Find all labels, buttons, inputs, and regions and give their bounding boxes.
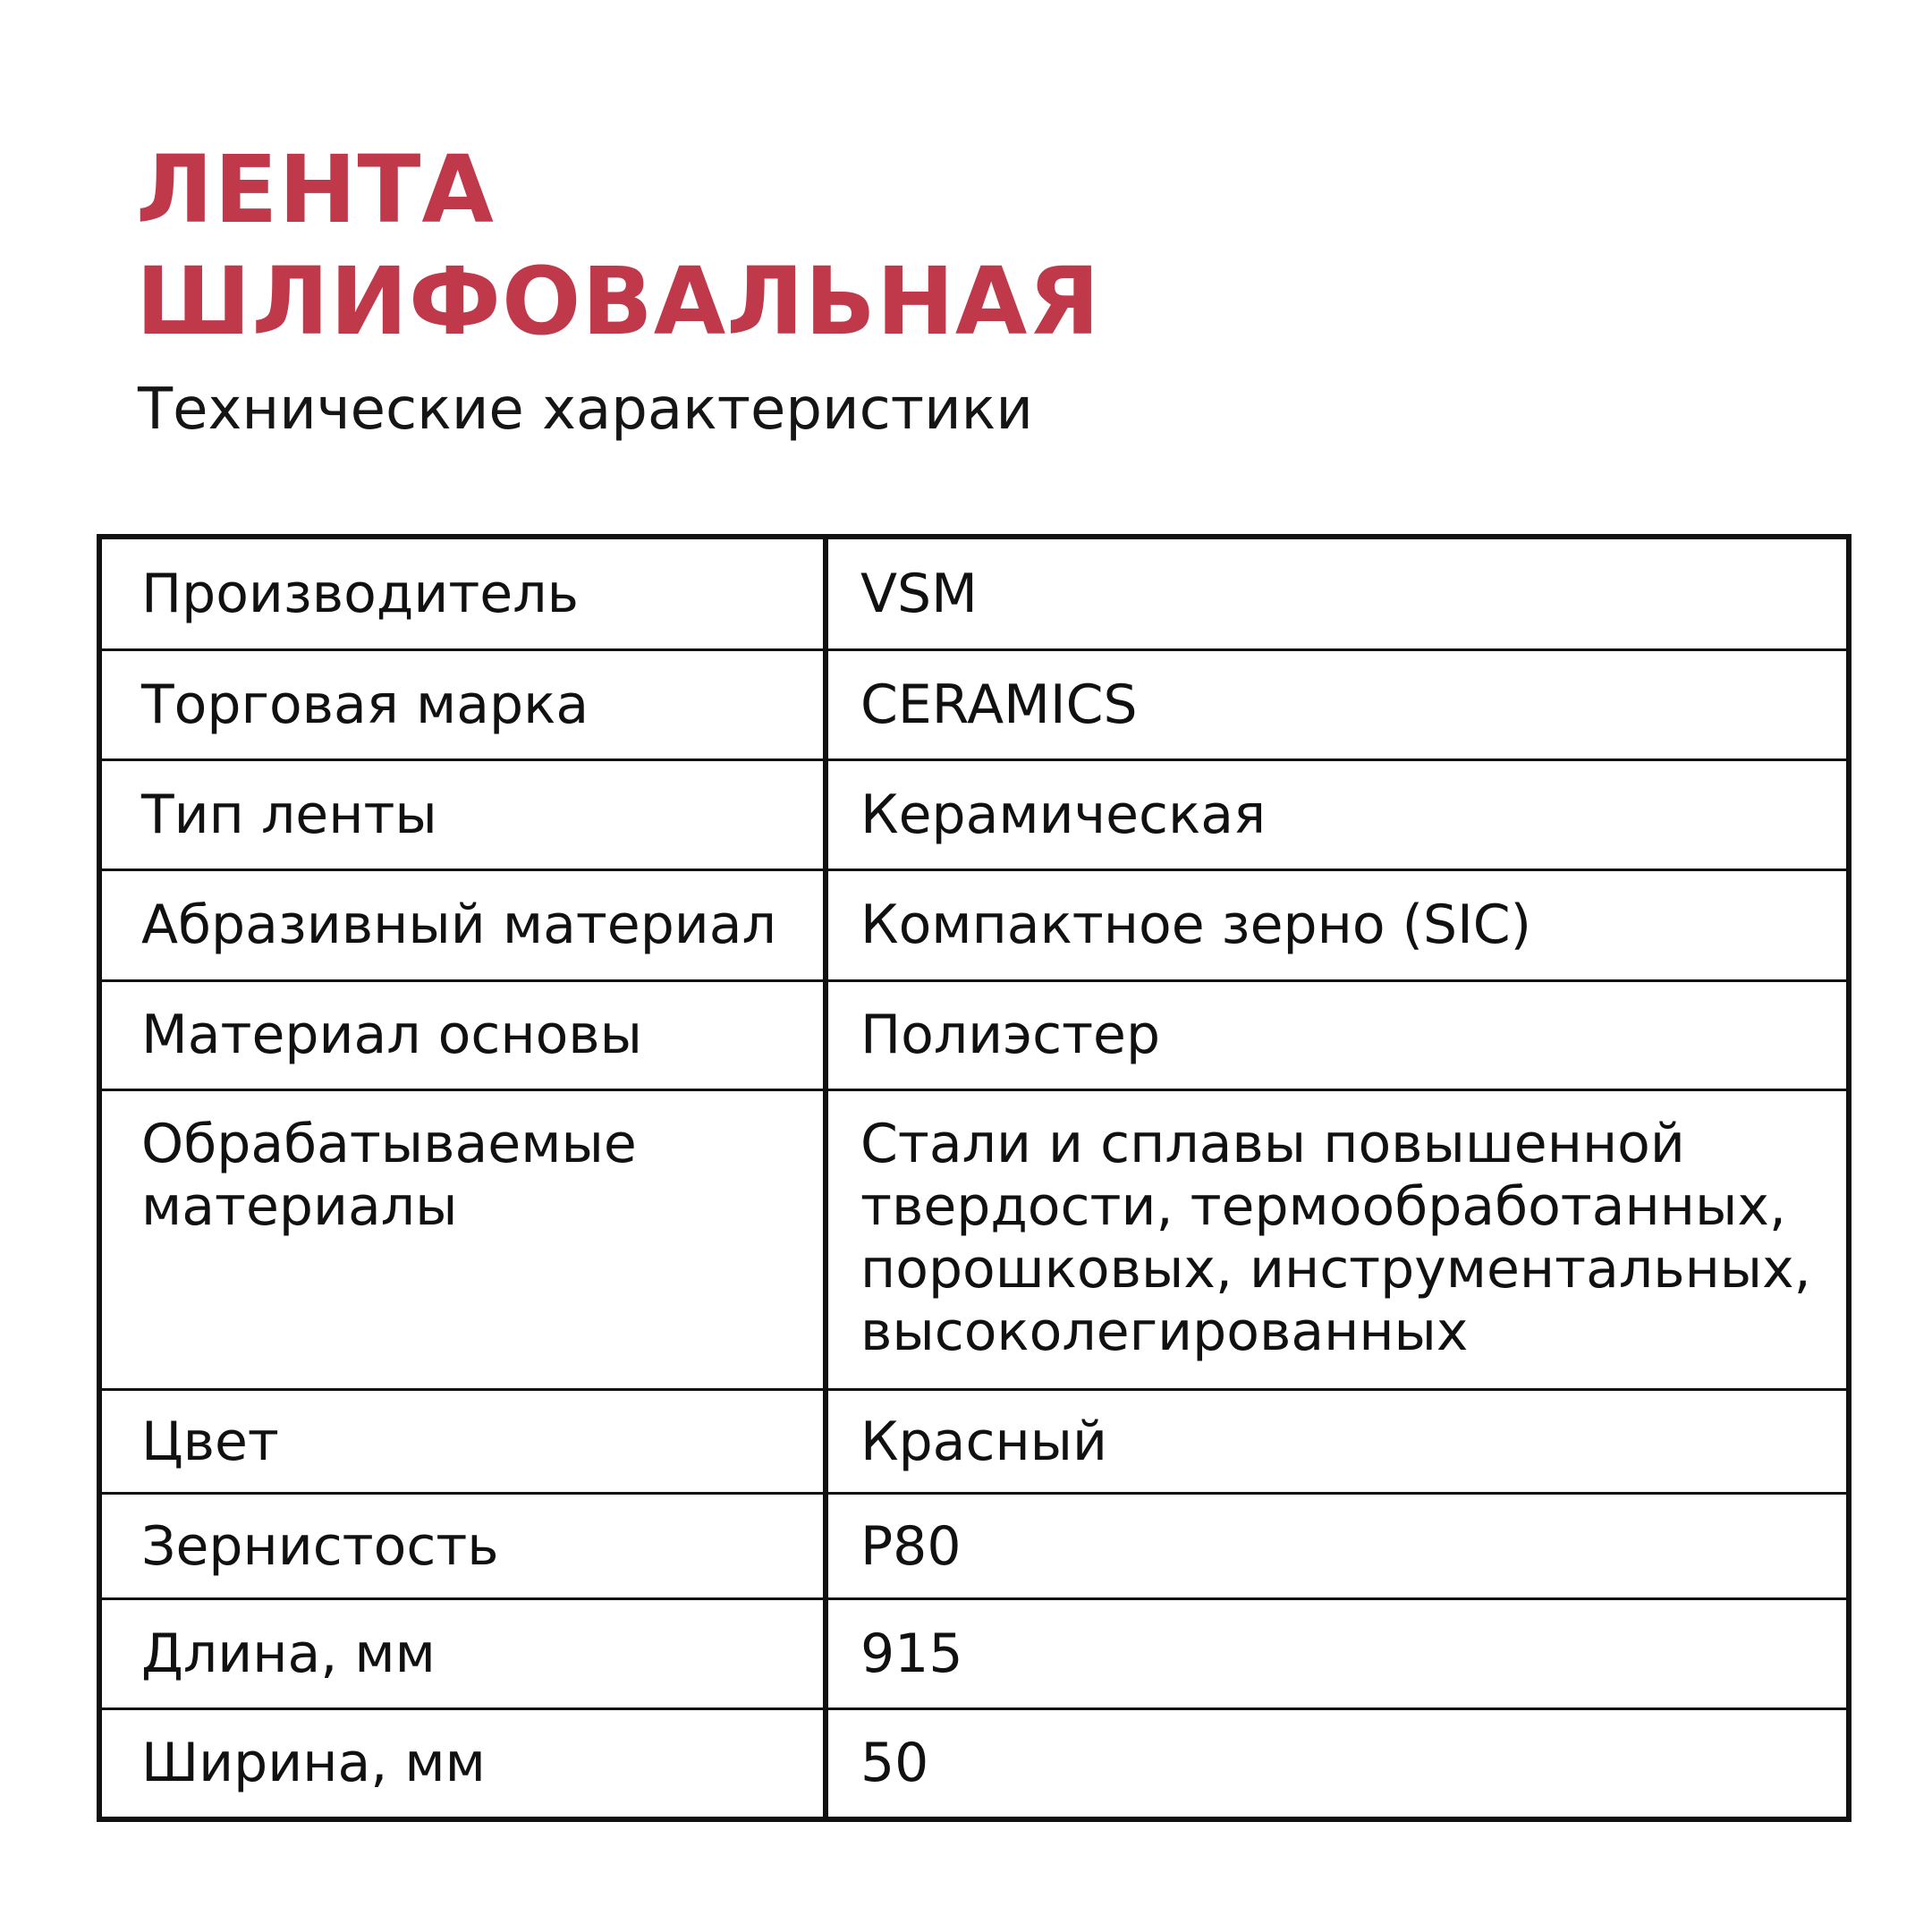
spec-label: Зернистость [99,1493,826,1598]
spec-value: Красный [826,1390,1849,1493]
spec-label: Материал основы [99,980,826,1090]
spec-row-width [99,1708,1849,1819]
spec-label: Ширина, мм [99,1708,826,1819]
spec-value: CERAMICS [826,650,1849,760]
spec-value: 915 [826,1599,1849,1709]
spec-label: Абразивный материал [99,870,826,981]
spec-value: Керамическая [826,759,1849,870]
spec-row-manufacturer [99,537,1849,650]
spec-value: 50 [826,1708,1849,1819]
spec-label: Цвет [99,1390,826,1493]
spec-row-grit [99,1493,1849,1598]
spec-row-backing [99,980,1849,1090]
spec-label: Длина, мм [99,1599,826,1709]
spec-label: Обрабатываемые материалы [99,1090,826,1390]
spec-value: Стали и сплавы повышенной твердости, термообработанных, порошковых, инструментальных, высоколегированных [826,1090,1849,1390]
page-subtitle: Технические характеристики [138,377,1033,443]
spec-value: P80 [826,1493,1849,1598]
spec-row-length [99,1599,1849,1709]
spec-row-brand [99,650,1849,760]
spec-table [97,534,1852,1822]
spec-row-belt-type [99,759,1849,870]
spec-value: Компактное зерно (SIC) [826,870,1849,981]
spec-row-color [99,1390,1849,1493]
spec-row-workpiece-materials [99,1090,1849,1390]
spec-row-abrasive [99,870,1849,981]
spec-value: Полиэстер [826,980,1849,1090]
spec-label: Тип ленты [99,759,826,870]
spec-value: VSM [860,563,978,625]
title-line-2: ШЛИФОВАЛЬНАЯ [136,247,1101,356]
page-title [136,134,1100,358]
title-line-1: ЛЕНТА [136,135,495,244]
spec-label: Производитель [99,537,826,650]
spec-label: Торговая марка [99,650,826,760]
